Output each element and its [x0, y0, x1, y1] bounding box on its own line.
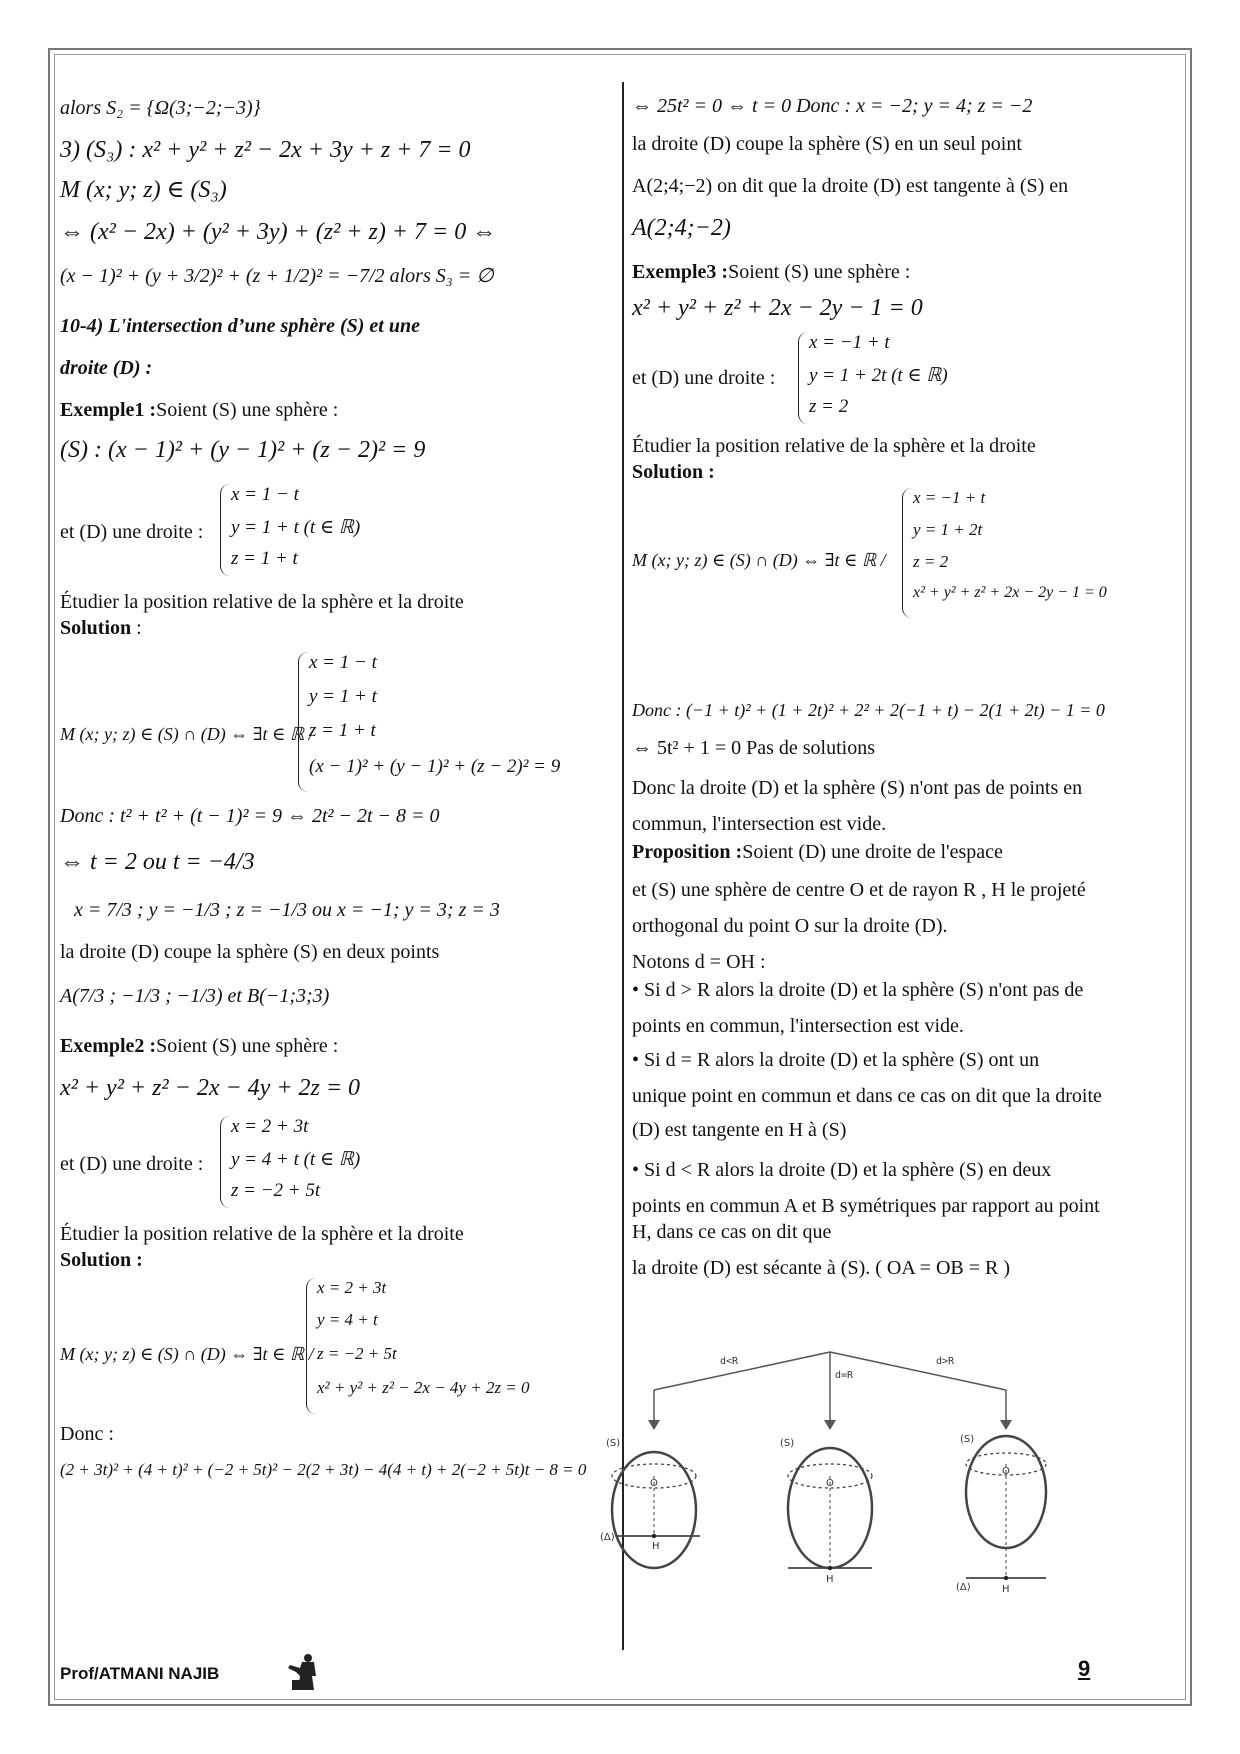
example2-intro — [60, 1034, 338, 1058]
example1-label: Exemple1 : — [60, 399, 157, 421]
diagram-foot-label-1: H — [652, 1541, 660, 1552]
example3-text: Soient (S) une sphère : — [728, 261, 911, 283]
solution2-system — [306, 1278, 615, 1414]
example1-sphere-equation: (S) : (x − 1)² + (y − 1)² + (z − 2)² = 9 — [60, 437, 426, 463]
diagram-label-deqr: d=R — [835, 1370, 854, 1381]
example3-intro — [632, 260, 910, 284]
sys-row: y = 4 + t — [317, 1310, 378, 1329]
diagram-foot-label-3: H — [1002, 1584, 1010, 1595]
column-divider — [622, 82, 624, 1650]
solution1-system — [298, 652, 607, 792]
example1-line-prefix: et (D) une droite : — [60, 521, 204, 543]
t-zero: ⇔ 25t² = 0 ⇔ t = 0 Donc : x = −2; y = 4; z = −2 — [632, 95, 1033, 117]
sys-row: x² + y² + z² + 2x − 2y − 1 = 0 — [913, 584, 1107, 601]
diagram-line-label-3: (Δ) — [956, 1582, 971, 1593]
single-point: la droite (D) coupe la sphère (S) en un seul point — [632, 133, 1022, 155]
sys-row: x = −1 + t — [809, 332, 890, 353]
sys-row: z = 1 + t — [309, 720, 376, 741]
sys-row: z = 2 — [809, 396, 849, 417]
sys-row: y = 1 + t (t ∈ ℝ) — [231, 517, 361, 538]
solution1-colon: : — [131, 617, 142, 639]
section-heading-line2: droite (D) : — [60, 357, 153, 379]
solution3-label: Solution : — [632, 461, 715, 483]
conclusion3-line1: Donc la droite (D) et la sphère (S) n'ont pas de points en — [632, 777, 1083, 799]
solution3-system — [902, 488, 1191, 618]
s3-membership: M (x; y; z) ∈ (S₃) — [60, 177, 227, 203]
sphere-line-positions-diagram — [600, 1352, 1180, 1602]
sphere-tangent-case — [788, 1448, 872, 1568]
diagram-line-label-1: (Δ) — [600, 1532, 615, 1543]
diagram-sphere-label-2: (S) — [780, 1438, 795, 1449]
sys-row: z = 1 + t — [231, 548, 298, 569]
sphere-exterior-case — [966, 1436, 1046, 1578]
example1-intro — [60, 398, 338, 422]
diagram-center-label-1: O — [650, 1478, 658, 1489]
diagram-label-dltr: d<R — [720, 1356, 739, 1367]
study-instruction-2: Étudier la position relative de la sphère et la droite — [60, 1223, 464, 1245]
point-a: A(2;4;−2) — [632, 215, 731, 241]
diagram-branch-left — [654, 1352, 830, 1390]
solution2-prefix: M (x; y; z) ∈ (S) ∩ (D) ⇔ ∃t ∈ ℝ / — [60, 1344, 314, 1364]
example2-line-system — [220, 1116, 529, 1208]
example2-text: Soient (S) une sphère : — [156, 1035, 339, 1057]
example2-label: Exemple2 : — [60, 1035, 157, 1057]
proposition-line4: Notons d = OH : — [632, 951, 766, 973]
example1-line-system — [220, 484, 529, 576]
s3-canonical: (x − 1)² + (y + 3/2)² + (z + 1/2)² = −7/2 alors S₃ = ∅ — [60, 265, 494, 287]
solution1-heading — [60, 616, 142, 640]
proposition-line3: orthogonal du point O sur la droite (D). — [632, 915, 948, 937]
case-deq-line3: (D) est tangente en H à (S) — [632, 1119, 847, 1141]
donc2-equation: (2 + 3t)² + (4 + t)² + (−2 + 5t)² − 2(2 + 3t) − 4(4 + t) + 2(−2 + 5t)t − 8 = 0 — [60, 1460, 587, 1479]
sys-row: x = 2 + 3t — [317, 1278, 387, 1297]
section-heading-line1: 10-4) L'intersection d’une sphère (S) et une — [60, 315, 420, 337]
example3-sphere-equation: x² + y² + z² + 2x − 2y − 1 = 0 — [632, 295, 923, 321]
study-instruction-1: Étudier la position relative de la sphère et la droite — [60, 591, 464, 613]
sys-row: x = 1 − t — [309, 652, 377, 673]
example3-label: Exemple3 : — [632, 261, 729, 283]
no-solution: ⇔ 5t² + 1 = 0 Pas de solutions — [632, 737, 876, 759]
diagram-foot-label-2: H — [826, 1574, 834, 1585]
s3-grouping: ⇔ (x² − 2x) + (y² + 3y) + (z² + z) + 7 = 0 ⇔ — [60, 219, 497, 245]
proposition-line1 — [632, 840, 1003, 864]
t-solutions: ⇔ t = 2 ou t = −4/3 — [60, 849, 255, 875]
case-deq-line2: unique point en commun et dans ce cas on dit que la droite — [632, 1085, 1102, 1107]
study-instruction-3: Étudier la position relative de la sphère et la droite — [632, 435, 1036, 457]
example2-sphere-equation: x² + y² + z² − 2x − 4y + 2z = 0 — [60, 1075, 361, 1101]
case-dlt-line1: • Si d < R alors la droite (D) et la sphère (S) en deux — [632, 1159, 1052, 1181]
s3-equation: 3) (S₃) : x² + y² + z² − 2x + 3y + z + 7 = 0 — [60, 137, 471, 163]
proposition-text: Soient (D) une droite de l'espace — [742, 841, 1003, 863]
intersection1: la droite (D) coupe la sphère (S) en deux points — [60, 941, 440, 963]
s2-result: alors S₂ = {Ω(3;−2;−3)} — [60, 97, 261, 119]
xyz-solutions: x = 7/3 ; y = −1/3 ; z = −1/3 ou x = −1; y = 3; z = 3 — [74, 899, 500, 921]
example1-text: Soient (S) une sphère : — [156, 399, 339, 421]
solution1-label: Solution — [60, 617, 132, 639]
diagram-center-label-2: O — [826, 1478, 834, 1489]
sys-row: y = 1 + 2t — [913, 520, 983, 539]
solution3-prefix: M (x; y; z) ∈ (S) ∩ (D) ⇔ ∃t ∈ ℝ / — [632, 550, 886, 570]
author-name: Prof/ATMANI NAJIB — [60, 1664, 220, 1683]
author-logo-icon — [286, 1652, 322, 1692]
diagram-sphere-label-1: (S) — [606, 1438, 621, 1449]
donc1: Donc : t² + t² + (t − 1)² = 9 ⇔ 2t² − 2t − 8 = 0 — [60, 805, 440, 827]
sys-row: (x − 1)² + (y − 1)² + (z − 2)² = 9 — [309, 756, 561, 777]
sys-row: z = 2 — [913, 552, 949, 571]
case-dlt-line3: H, dans ce cas on dit que — [632, 1221, 832, 1243]
case-dlt-line2: points en commun A et B symétriques par rapport au point — [632, 1195, 1100, 1217]
example3-line-system — [798, 332, 1107, 424]
sys-row: y = 1 + t — [309, 686, 377, 707]
donc2-label: Donc : — [60, 1423, 114, 1445]
sys-row: x = 2 + 3t — [231, 1116, 309, 1137]
case-dgtr-line1: • Si d > R alors la droite (D) et la sphère (S) n'ont pas de — [632, 979, 1084, 1001]
sys-row: x = 1 − t — [231, 484, 299, 505]
diagram-label-dgtr: d>R — [936, 1356, 955, 1367]
sys-row: y = 4 + t (t ∈ ℝ) — [231, 1149, 361, 1170]
diagram-branch-right — [830, 1352, 1006, 1390]
sys-row: x² + y² + z² − 2x − 4y + 2z = 0 — [317, 1378, 530, 1397]
proposition-label: Proposition : — [632, 841, 743, 863]
conclusion3-line2: commun, l'intersection est vide. — [632, 813, 887, 835]
donc3: Donc : (−1 + t)² + (1 + 2t)² + 2² + 2(−1 + t) − 2(1 + 2t) − 1 = 0 — [632, 700, 1105, 720]
example3-line-prefix: et (D) une droite : — [632, 367, 776, 389]
solution2-label: Solution : — [60, 1249, 143, 1271]
diagram-sphere-label-3: (S) — [960, 1434, 975, 1445]
sys-row: y = 1 + 2t (t ∈ ℝ) — [809, 365, 948, 386]
solution1-prefix: M (x; y; z) ∈ (S) ∩ (D) ⇔ ∃t ∈ ℝ / — [60, 724, 314, 744]
proposition-line2: et (S) une sphère de centre O et de rayon R , H le projeté — [632, 879, 1086, 901]
page-number: 9 — [1078, 1656, 1091, 1681]
example2-line-prefix: et (D) une droite : — [60, 1153, 204, 1175]
sys-row: z = −2 + 5t — [231, 1180, 321, 1201]
tangent-statement: A(2;4;−2) on dit que la droite (D) est tangente à (S) en — [632, 175, 1069, 197]
case-dlt-line4: la droite (D) est sécante à (S). ( OA = OB = R ) — [632, 1257, 1011, 1279]
points-a-b: A(7/3 ; −1/3 ; −1/3) et B(−1;3;3) — [60, 985, 330, 1007]
case-deq-line1: • Si d = R alors la droite (D) et la sphère (S) ont un — [632, 1049, 1040, 1071]
sys-row: z = −2 + 5t — [317, 1344, 397, 1363]
case-dgtr-line2: points en commun, l'intersection est vide. — [632, 1015, 964, 1037]
sys-row: x = −1 + t — [913, 488, 986, 507]
diagram-center-label-3: O — [1002, 1466, 1010, 1477]
